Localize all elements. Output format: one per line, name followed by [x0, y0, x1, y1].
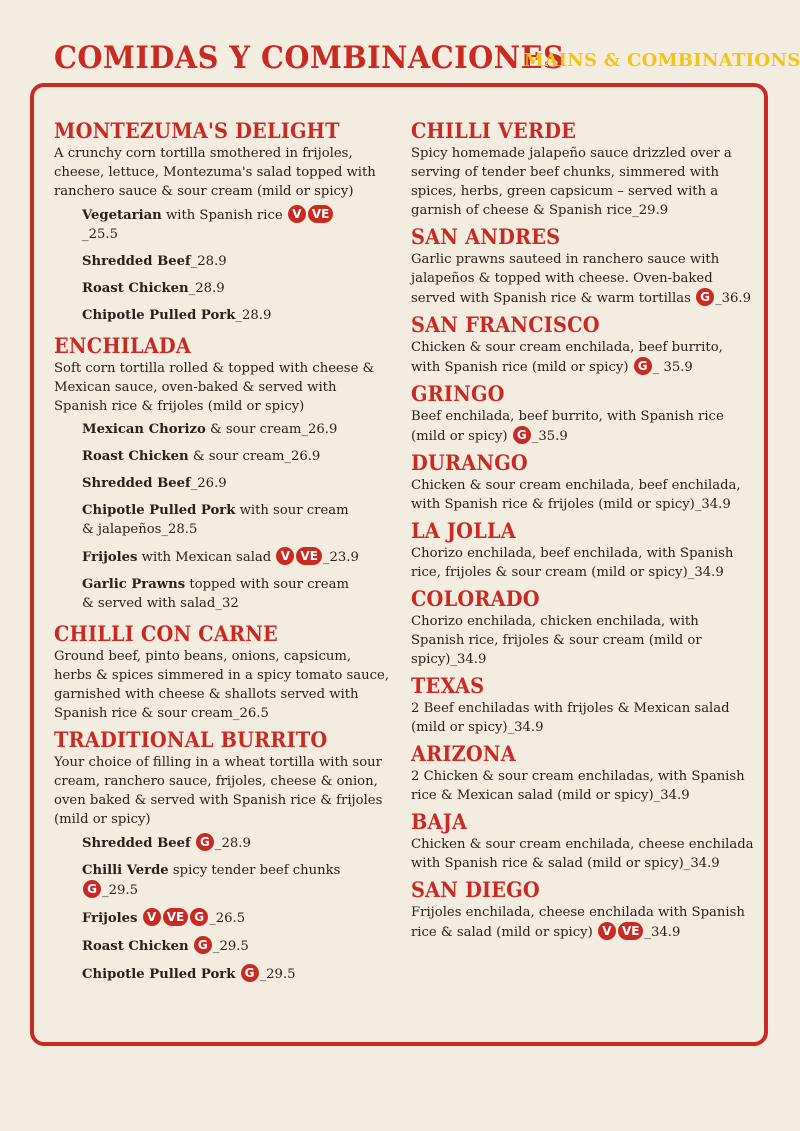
section-san-diego — [411, 877, 756, 942]
section-title: COLORADO — [411, 586, 540, 611]
item-price: _28.5 — [161, 522, 198, 537]
dietary-badge-g: G — [194, 936, 212, 954]
item-name: Roast Chicken — [82, 939, 189, 954]
section-baja — [411, 809, 756, 873]
item-name: Roast Chicken — [82, 449, 189, 464]
section-description: Your choice of filling in a wheat tortilla with sour cream, ranchero sauce, frijoles, cheese & onion, oven baked & served with Spanish rice & frijoles (mild or spicy) — [54, 755, 383, 827]
item-list — [54, 420, 390, 613]
section-title: BAJA — [411, 809, 468, 834]
dietary-badge-ve: VE — [163, 908, 188, 926]
menu-item — [82, 936, 362, 956]
menu-item — [82, 501, 362, 539]
section-description — [411, 835, 756, 873]
item-name: Mexican Chorizo — [82, 422, 206, 437]
item-name: Vegetarian — [82, 208, 162, 223]
section-title: ARIZONA — [411, 741, 516, 766]
section-description: Ground beef, pinto beans, onions, capsicum, herbs & spices simmered in a spicy tomato sauce, garnished with cheese & shallots served with Spanish rice & sour cream_26.5 — [54, 649, 390, 721]
item-price: _28.9 — [188, 281, 225, 296]
dietary-badge-ve: VE — [296, 547, 321, 565]
section-description — [411, 338, 756, 377]
item-price: _34.9 — [653, 788, 690, 803]
section-description — [411, 407, 756, 446]
section-title: SAN DIEGO — [411, 877, 540, 902]
item-list — [54, 205, 390, 325]
description-text: Chicken & sour cream enchilada, beef burrito, with Spanish rice (mild or spicy) — [411, 340, 723, 375]
menu-item — [82, 205, 362, 244]
dietary-badge-g: G — [83, 880, 101, 898]
item-price: _26.9 — [284, 449, 321, 464]
item-detail: & sour cream — [205, 422, 302, 437]
section-gringo — [411, 381, 756, 446]
dietary-badge-g: G — [190, 908, 208, 926]
section-chilli-verde — [411, 118, 756, 220]
section-description: A crunchy corn tortilla smothered in frijoles, cheese, lettuce, Montezuma's salad topped with ranchero sauce & sour cream (mild or spicy) — [54, 146, 376, 199]
item-detail: & sour cream — [188, 449, 285, 464]
item-price: _34.9 — [694, 497, 731, 512]
section-title: CHILLI VERDE — [411, 118, 577, 143]
menu-item — [82, 306, 362, 325]
section-texas — [411, 673, 756, 737]
description-text: 2 Chicken & sour cream enchiladas, with Spanish rice & Mexican salad (mild or spicy) — [411, 769, 745, 803]
description-text: Frijoles enchilada, cheese enchilada with Spanish rice & salad (mild or spicy) — [411, 905, 745, 940]
page-header — [54, 40, 800, 86]
item-detail: spicy tender beef chunks — [168, 863, 341, 878]
dietary-badge-g: G — [696, 288, 714, 306]
item-name: Garlic Prawns — [82, 577, 186, 592]
section-arizona — [411, 741, 756, 805]
section-title: GRINGO — [411, 381, 505, 406]
item-price: _35.9 — [531, 429, 568, 444]
item-price: _34.9 — [683, 856, 720, 871]
item-price: _28.9 — [190, 254, 227, 269]
item-name: Shredded Beef — [82, 836, 191, 851]
menu-item — [82, 474, 362, 493]
item-price: _23.9 — [322, 550, 359, 565]
description-text: Beef enchilada, beef burrito, with Spanish rice (mild or spicy) — [411, 409, 724, 444]
dietary-badge-ve: VE — [618, 922, 643, 940]
right-column — [411, 118, 756, 946]
dietary-badge-v: V — [143, 908, 161, 926]
item-name: Chipotle Pulled Pork — [82, 308, 236, 323]
item-price: _26.9 — [301, 422, 338, 437]
section-la-jolla — [411, 518, 756, 582]
item-name: Chilli Verde — [82, 863, 169, 878]
section-title: MONTEZUMA'S DELIGHT — [54, 118, 340, 143]
item-list — [54, 833, 390, 984]
dietary-badge-g: G — [241, 964, 259, 982]
item-detail: with sour cream & jalapeños — [82, 503, 349, 537]
item-price: _25.5 — [82, 227, 118, 242]
description-text: 2 Beef enchiladas with frijoles & Mexican salad (mild or spicy) — [411, 701, 730, 735]
description-text: Spicy homemade jalapeño sauce drizzled over a serving of tender beef chunks, simmered with spices, herbs, green capsicum – served with a garnish of cheese & Spanish rice — [411, 146, 732, 218]
item-price: _29.5 — [102, 883, 138, 898]
section-description — [411, 544, 756, 582]
item-detail: with Mexican salad — [137, 550, 276, 565]
section-description — [411, 476, 756, 514]
section-description — [411, 903, 756, 942]
item-detail — [137, 911, 141, 926]
section-title: SAN ANDRES — [411, 224, 561, 249]
dietary-badge-g: G — [196, 833, 214, 851]
description-text: Chorizo enchilada, beef enchilada, with Spanish rice, frijoles & sour cream (mild or spicy) — [411, 546, 734, 580]
item-price: _26.5 — [209, 911, 246, 926]
item-name: Shredded Beef — [82, 476, 191, 491]
section-title: DURANGO — [411, 450, 528, 475]
item-name: Chipotle Pulled Pork — [82, 503, 236, 518]
section-description — [411, 144, 756, 220]
item-price: _29.5 — [259, 967, 296, 982]
section-title: CHILLI CON CARNE — [54, 621, 278, 646]
item-price: _32 — [215, 596, 239, 611]
section-durango — [411, 450, 756, 514]
menu-item — [82, 252, 362, 271]
item-detail — [189, 939, 193, 954]
item-detail — [235, 967, 239, 982]
section-chilli-con-carne — [54, 621, 390, 723]
section-description — [411, 612, 756, 669]
left-column — [54, 118, 390, 992]
description-text: Chicken & sour cream enchilada, beef enchilada, with Spanish rice & frijoles (mild or spicy) — [411, 478, 741, 512]
menu-item — [82, 279, 362, 298]
dietary-badge-g: G — [513, 426, 531, 444]
section-colorado — [411, 586, 756, 669]
section-enchilada — [54, 333, 390, 613]
section-title: ENCHILADA — [54, 333, 192, 358]
item-detail — [191, 836, 195, 851]
section-description — [411, 699, 756, 737]
item-name: Shredded Beef — [82, 254, 191, 269]
item-price: _34.9 — [687, 565, 724, 580]
description-text: Chorizo enchilada, chicken enchilada, with Spanish rice, frijoles & sour cream (mild or spicy) — [411, 614, 702, 667]
dietary-badge-v: V — [276, 547, 294, 565]
dietary-badge-v: V — [598, 922, 616, 940]
menu-item — [82, 908, 362, 928]
section-description: Soft corn tortilla rolled & topped with cheese & Mexican sauce, oven-baked & served with Spanish rice & frijoles (mild or spicy) — [54, 361, 375, 414]
item-name: Frijoles — [82, 550, 138, 565]
dietary-badge-g: G — [634, 357, 652, 375]
item-detail: with Spanish rice — [161, 208, 287, 223]
menu-item — [82, 964, 362, 984]
item-price: _28.9 — [214, 836, 251, 851]
menu-item — [82, 447, 362, 466]
dietary-badge-ve: VE — [308, 205, 333, 223]
section-title: TRADITIONAL BURRITO — [54, 727, 328, 752]
menu-item — [82, 833, 362, 853]
item-name: Roast Chicken — [82, 281, 189, 296]
menu-item — [82, 547, 362, 567]
section-title: LA JOLLA — [411, 518, 516, 543]
section-description — [411, 767, 756, 805]
menu-item — [82, 861, 362, 900]
page-title: COMIDAS Y COMBINACIONES — [54, 40, 565, 76]
menu-item — [82, 420, 362, 439]
description-text: Garlic prawns sauteed in ranchero sauce with jalapeños & topped with cheese. Oven-baked served with Spanish rice & warm tortillas — [411, 252, 720, 306]
item-name: Chipotle Pulled Pork — [82, 967, 236, 982]
item-name: Frijoles — [82, 911, 138, 926]
page-subtitle: MAINS & COMBINATIONS — [524, 50, 800, 71]
item-price: _34.9 — [644, 925, 681, 940]
item-price: _34.9 — [450, 652, 487, 667]
dietary-badge-v: V — [288, 205, 306, 223]
section-traditional-burrito — [54, 727, 390, 984]
section-title: TEXAS — [411, 673, 485, 698]
menu-item — [82, 575, 362, 613]
item-price: _28.9 — [235, 308, 272, 323]
section-description — [411, 250, 756, 308]
section-montezumas-delight — [54, 118, 390, 325]
section-san-andres — [411, 224, 756, 308]
item-price: _36.9 — [715, 291, 752, 306]
description-text: Chicken & sour cream enchilada, cheese enchilada with Spanish rice & salad (mild or spicy) — [411, 837, 754, 871]
item-price: _34.9 — [507, 720, 544, 735]
item-price: _26.9 — [190, 476, 227, 491]
section-title: SAN FRANCISCO — [411, 312, 600, 337]
item-price: _29.5 — [212, 939, 249, 954]
item-price: _29.9 — [632, 203, 669, 218]
section-san-francisco — [411, 312, 756, 377]
item-detail: topped with sour cream & served with salad — [82, 577, 349, 611]
item-price: _ 35.9 — [652, 360, 693, 375]
